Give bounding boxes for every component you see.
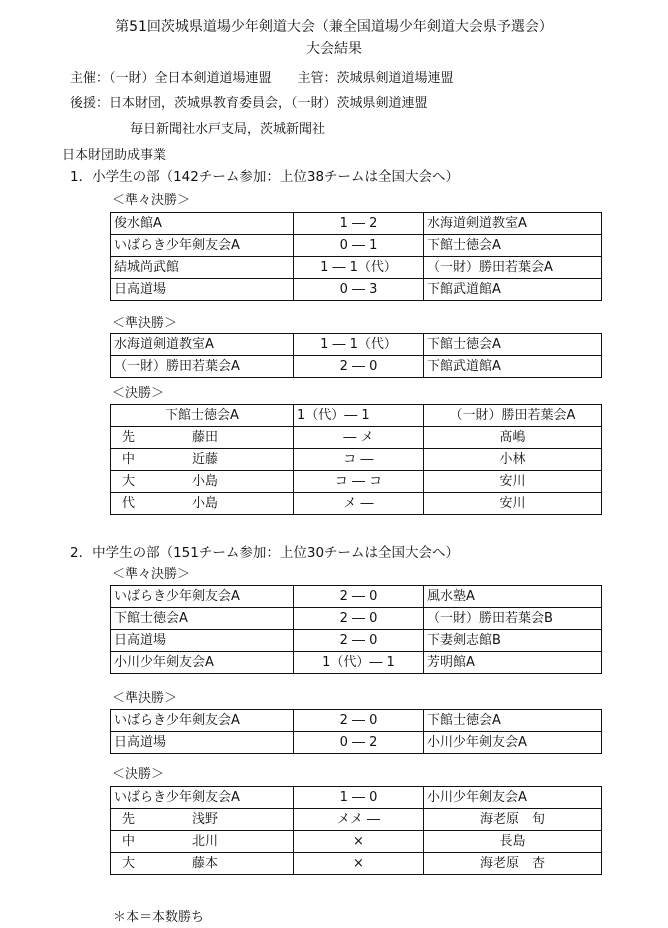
team-left: （一財）勝田若葉会A [111, 356, 294, 378]
table-row [111, 710, 602, 732]
player-left: 近藤 [192, 451, 219, 467]
table-row [111, 257, 602, 279]
table-row [111, 831, 602, 853]
team-right: 風水塾A [424, 586, 602, 608]
bout-result: ― メ [294, 427, 424, 449]
junior-sf-label: ＜準決勝＞ [112, 691, 178, 706]
team-right: （一財）勝田若葉会A [424, 405, 602, 427]
team-right: 下館士徳会A [424, 235, 602, 257]
elementary-final-label: ＜決勝＞ [112, 386, 165, 401]
table-row [111, 213, 602, 235]
support-line-2: 毎日新聞社水戸支局，茨城新聞社 [130, 122, 326, 137]
team-right: 小川少年剣友会A [424, 787, 602, 809]
bout-position: 中 [122, 833, 136, 849]
elementary-sf-table [110, 333, 602, 378]
team-right: 下妻剣志館B [424, 630, 602, 652]
team-right: 芳明館A [424, 652, 602, 674]
table-row [111, 449, 602, 471]
table-row [111, 809, 602, 831]
junior-qf-table [110, 585, 602, 674]
table-row [111, 652, 602, 674]
elementary-final-table [110, 404, 602, 515]
score: 1（代）― 1 [294, 405, 424, 427]
bout-position: 先 [122, 811, 136, 827]
player-right: 海老原 杏 [424, 853, 602, 875]
team-left: 結城尚武館 [111, 257, 294, 279]
player-right: 髙嶋 [424, 427, 602, 449]
team-right: 下館士徳会A [424, 334, 602, 356]
score: 2 ― 0 [294, 586, 424, 608]
table-row [111, 608, 602, 630]
team-left: 日高道場 [111, 279, 294, 301]
score: 1（代）― 1 [294, 652, 424, 674]
table-row [111, 586, 602, 608]
elementary-heading: 1．小学生の部（142チーム参加：上位38チームは全国大会へ） [70, 169, 460, 185]
player-left: 北川 [192, 833, 219, 849]
junior-qf-label: ＜準々決勝＞ [112, 567, 191, 582]
player-left: 藤田 [192, 429, 219, 445]
team-right: 下館士徳会A [424, 710, 602, 732]
score: 2 ― 0 [294, 356, 424, 378]
bout-result: × [294, 831, 424, 853]
player-right: 安川 [424, 471, 602, 493]
junior-final-table [110, 786, 602, 875]
table-row [111, 787, 602, 809]
score: 1 ― 1（代） [294, 334, 424, 356]
player-left: 藤本 [192, 855, 219, 871]
bout-result: メメ ― [294, 809, 424, 831]
bout-position: 先 [122, 429, 136, 445]
score: 0 ― 1 [294, 235, 424, 257]
score: 2 ― 0 [294, 608, 424, 630]
table-row [111, 334, 602, 356]
elementary-qf-label: ＜準々決勝＞ [112, 193, 191, 208]
table-row [111, 471, 602, 493]
team-left: 日高道場 [111, 732, 294, 754]
junior-heading: 2．中学生の部（151チーム参加：上位30チームは全国大会へ） [70, 545, 460, 561]
table-row [111, 427, 602, 449]
score: 2 ― 0 [294, 630, 424, 652]
bout-position: 中 [122, 451, 136, 467]
bout-result: × [294, 853, 424, 875]
team-right: （一財）勝田若葉会B [424, 608, 602, 630]
score: 0 ― 2 [294, 732, 424, 754]
table-row [111, 732, 602, 754]
page-title: 第51回茨城県道場少年剣道大会（兼全国道場少年剣道大会県予選会） [115, 19, 553, 35]
score: 1 ― 1（代） [294, 257, 424, 279]
player-right: 長島 [424, 831, 602, 853]
bout-result: コ ― コ [294, 471, 424, 493]
team-left: いばらき少年剣友会A [111, 787, 294, 809]
score: 1 ― 2 [294, 213, 424, 235]
player-right: 安川 [424, 493, 602, 515]
team-left: 小川少年剣友会A [111, 652, 294, 674]
team-right: 下館武道館A [424, 279, 602, 301]
player-left: 浅野 [192, 811, 219, 827]
score: 2 ― 0 [294, 710, 424, 732]
footnote: ＊本＝本数勝ち [113, 910, 205, 925]
team-right: 水海道剣道教室A [424, 213, 602, 235]
bout-position: 大 [122, 855, 136, 871]
player-left: 小島 [192, 473, 219, 489]
table-row [111, 279, 602, 301]
junior-sf-table [110, 709, 602, 754]
team-left: いばらき少年剣友会A [111, 710, 294, 732]
bout-position: 代 [122, 495, 136, 511]
host-line: 主催：（一財）全日本剣道道場連盟 主管：茨城県剣道道場連盟 [70, 71, 454, 86]
table-row [111, 405, 602, 427]
team-left: いばらき少年剣友会A [111, 586, 294, 608]
bout-position: 大 [122, 473, 136, 489]
team-left: 下館士徳会A [111, 405, 294, 427]
team-right: 下館武道館A [424, 356, 602, 378]
team-right: （一財）勝田若葉会A [424, 257, 602, 279]
score: 0 ― 3 [294, 279, 424, 301]
player-left: 小島 [192, 495, 219, 511]
bout-result: コ ― [294, 449, 424, 471]
elementary-qf-table [110, 212, 602, 301]
team-left: 水海道剣道教室A [111, 334, 294, 356]
table-row [111, 853, 602, 875]
junior-final-label: ＜決勝＞ [112, 767, 165, 782]
table-row [111, 356, 602, 378]
team-left: いばらき少年剣友会A [111, 235, 294, 257]
team-left: 日高道場 [111, 630, 294, 652]
grant-line: 日本財団助成事業 [62, 148, 167, 163]
table-row [111, 493, 602, 515]
player-right: 海老原 旬 [424, 809, 602, 831]
score: 1 ― 0 [294, 787, 424, 809]
elementary-sf-label: ＜準決勝＞ [112, 316, 178, 331]
team-left: 俊水館A [111, 213, 294, 235]
player-right: 小林 [424, 449, 602, 471]
table-row [111, 235, 602, 257]
table-row [111, 630, 602, 652]
page-subtitle: 大会結果 [306, 41, 362, 57]
support-line: 後援：日本財団，茨城県教育委員会，（一財）茨城県剣道連盟 [70, 96, 428, 111]
team-left: 下館士徳会A [111, 608, 294, 630]
team-right: 小川少年剣友会A [424, 732, 602, 754]
bout-result: メ ― [294, 493, 424, 515]
